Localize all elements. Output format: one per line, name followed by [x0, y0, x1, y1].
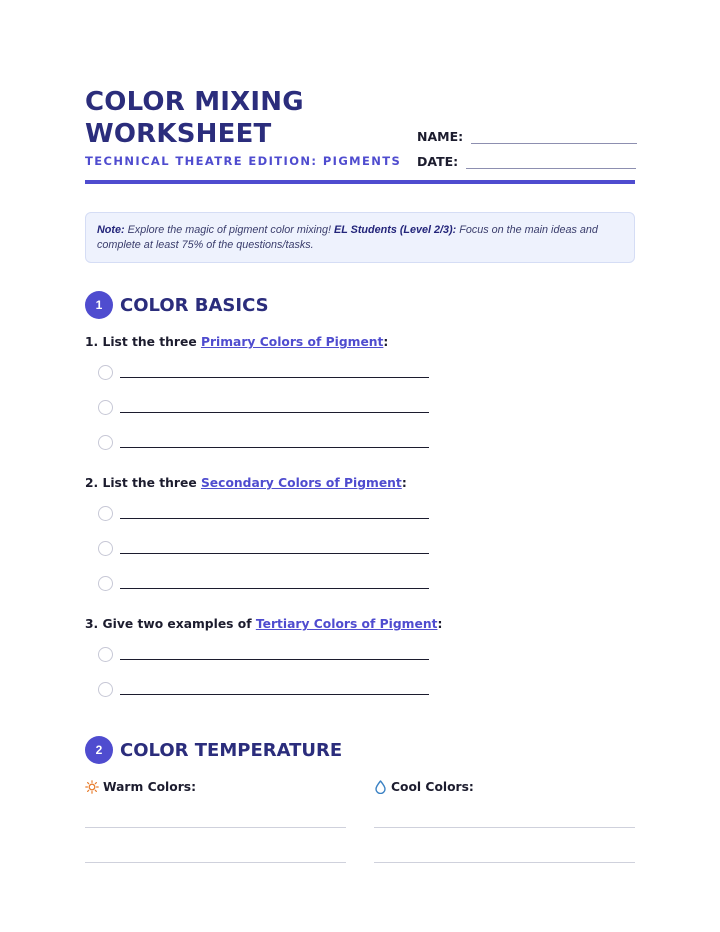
answer-line[interactable]: [120, 518, 429, 519]
name-label: NAME:: [417, 129, 464, 144]
answer-1b[interactable]: [98, 400, 429, 415]
question-3-suffix: :: [437, 617, 443, 631]
answer-1a[interactable]: [98, 365, 429, 380]
secondary-colors-link[interactable]: Secondary Colors of Pigment: [200, 476, 402, 490]
droplet-icon: [374, 780, 387, 794]
note-text-2: Focus on the main ideas and complete at least 75% of the questions/tasks.: [97, 224, 598, 251]
question-1-suffix: :: [383, 335, 389, 349]
radio-circle[interactable]: [98, 435, 113, 450]
note-emphasis: EL Students (Level 2/3):: [334, 224, 457, 236]
answer-2a[interactable]: [98, 506, 429, 521]
question-3: [85, 617, 442, 631]
answer-line[interactable]: [120, 659, 429, 660]
date-field[interactable]: [466, 154, 636, 169]
section-number-badge: 2: [85, 736, 113, 764]
answer-line[interactable]: [120, 377, 429, 378]
primary-colors-link[interactable]: Primary Colors of Pigment: [200, 335, 384, 349]
radio-circle[interactable]: [98, 576, 113, 591]
answer-line[interactable]: [120, 447, 429, 448]
cool-colors-text: Cool Colors:: [391, 780, 474, 794]
date-label: DATE:: [417, 154, 459, 169]
worksheet-subtitle: TECHNICAL THEATRE EDITION: PIGMENTS: [85, 154, 402, 168]
section-color-temperature: [85, 736, 342, 764]
date-row: [417, 149, 637, 169]
name-row: [417, 124, 637, 144]
question-2-prefix: 2. List the three: [85, 476, 201, 490]
note-text-1: Explore the magic of pigment color mixing!: [124, 224, 335, 236]
sun-icon: [85, 780, 99, 794]
radio-circle[interactable]: [98, 400, 113, 415]
answer-line[interactable]: [120, 412, 429, 413]
radio-circle[interactable]: [98, 506, 113, 521]
title-line-2: WORKSHEET: [85, 119, 272, 149]
question-3-prefix: 3. Give two examples of: [85, 617, 256, 631]
section-number-badge: 1: [85, 291, 113, 319]
answer-1c[interactable]: [98, 435, 429, 450]
warm-answer-line-1[interactable]: [85, 827, 346, 828]
answer-line[interactable]: [120, 553, 429, 554]
note-box: [85, 212, 635, 263]
answer-2c[interactable]: [98, 576, 429, 591]
answer-3a[interactable]: [98, 647, 429, 662]
question-2-suffix: :: [401, 476, 407, 490]
question-1: [85, 335, 388, 349]
answer-2b[interactable]: [98, 541, 429, 556]
answer-line[interactable]: [120, 588, 429, 589]
tertiary-colors-link[interactable]: Tertiary Colors of Pigment: [255, 617, 438, 631]
question-2: [85, 476, 407, 490]
name-field[interactable]: [471, 129, 637, 144]
title-line-1: COLOR MIXING: [85, 87, 304, 117]
section-title: COLOR TEMPERATURE: [120, 739, 343, 761]
header-divider: [85, 180, 635, 184]
note-lead: Note:: [97, 224, 125, 236]
question-1-prefix: 1. List the three: [85, 335, 201, 349]
student-fields: [417, 124, 637, 174]
radio-circle[interactable]: [98, 541, 113, 556]
radio-circle[interactable]: [98, 365, 113, 380]
warm-colors-text: Warm Colors:: [103, 780, 197, 794]
answer-line[interactable]: [120, 694, 429, 695]
warm-colors-label: [85, 780, 196, 794]
radio-circle[interactable]: [98, 647, 113, 662]
radio-circle[interactable]: [98, 682, 113, 697]
answer-3b[interactable]: [98, 682, 429, 697]
section-title: COLOR BASICS: [120, 294, 269, 316]
section-color-basics: [85, 291, 269, 319]
cool-answer-line-2[interactable]: [374, 862, 635, 863]
cool-colors-label: [374, 780, 474, 794]
warm-answer-line-2[interactable]: [85, 862, 346, 863]
cool-answer-line-1[interactable]: [374, 827, 635, 828]
